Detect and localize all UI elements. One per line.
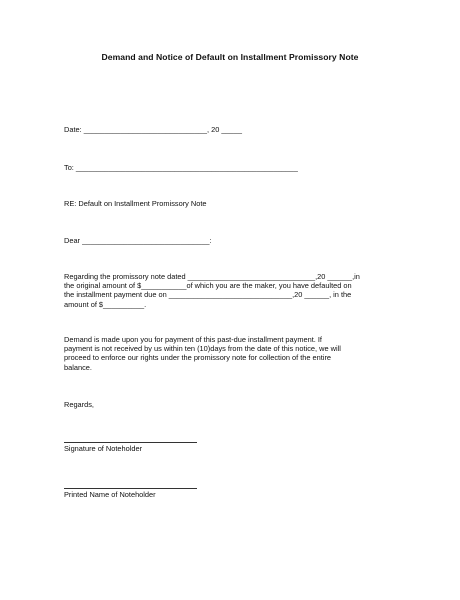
printed-name-label: Printed Name of Noteholder [64,490,156,499]
re-line: RE: Default on Installment Promissory Note [64,199,207,208]
salutation-line: Dear _______________________________: [64,236,212,245]
demand-paragraph [64,335,400,372]
printed-name-rule [64,488,197,489]
closing-text: Regards, [64,400,94,409]
signature-rule [64,442,197,443]
to-line: To: ______________________________________________________ [64,163,298,172]
signature-label: Signature of Noteholder [64,444,143,453]
demand-paragraph-line: payment is not received by us within ten (10)days from the date of this notice, we will [64,344,341,354]
demand-paragraph-line: proceed to enforce our rights under the promissory note for collection of the entire [64,353,332,363]
default-paragraph-line: amount of $__________. [64,299,147,309]
default-paragraph-line: the original amount of $___________of which you are the maker, you have defaulted on [64,281,352,291]
default-paragraph-line: Regarding the promissory note dated _______________________________,20 ______,in [64,272,360,281]
demand-paragraph-line: Demand is made upon you for payment of this past-due installment payment. If [64,335,322,344]
date-line: Date: ______________________________, 20 _____ [64,125,242,134]
default-paragraph-line: the installment payment due on ______________________________,20 ______, in the [64,290,352,300]
demand-paragraph-line: balance. [64,362,92,372]
document-title: Demand and Notice of Default on Installment Promissory Note [101,52,359,62]
default-paragraph [64,272,400,309]
